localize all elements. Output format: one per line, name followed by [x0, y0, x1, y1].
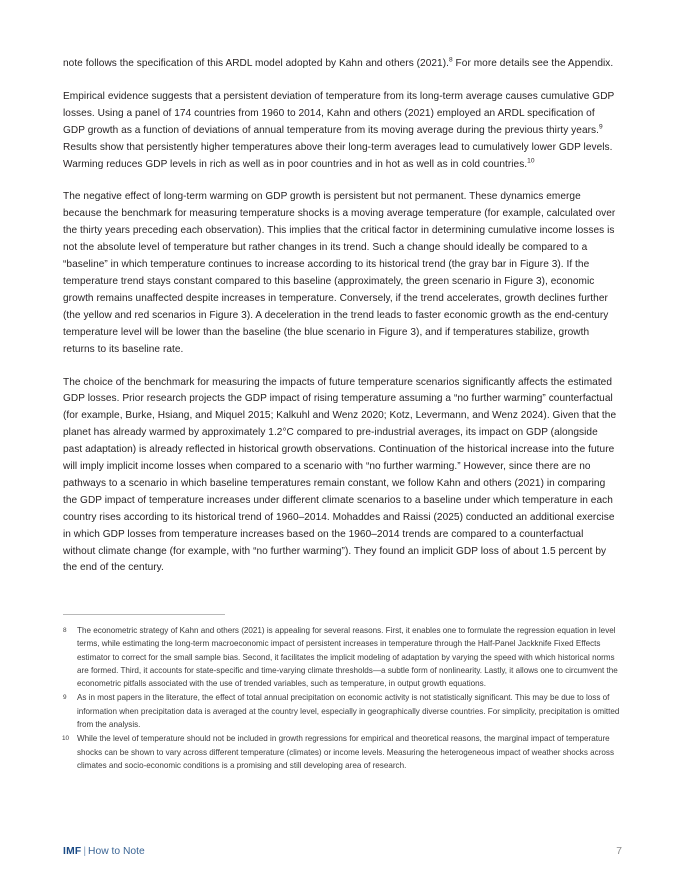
page-number: 7 [616, 846, 622, 857]
footnote-text: While the level of temperature should not be included in growth regressions for empirical and theoretical reasons, the marginal impact of temperature shocks can be shown to vary across different temperature (climates) or income levels. Measuring the heterogeneous impact of weather shocks across climates and socio-economic conditions is a promising and still developing area of research. [77, 734, 614, 770]
footnote-item [63, 732, 621, 772]
body-paragraph: The negative effect of long-term warming on GDP growth is persistent but not permanent. These dynamics emerge because the benchmark for measuring temperature shocks is a moving average temperature (for example, calculated over the thirty years preceding each observation). This implies that the critical factor in determining cumulative income losses is not the absolute level of temperature but rather changes in its trend. Such a change should ideally be compared to a “baseline” in which temperature continues to increase according to its historical trend (the gray bar in Figure 3). If the temperature trend stays constant compared to this baseline (approximately, the green scenario in Figure 3), economic growth remains unaffected despite increases in temperature. Conversely, if the trend accelerates, growth declines further (the yellow and red scenarios in Figure 3). A deceleration in the trend leads to faster economic growth as the end-century temperature level will be lower than the baseline (the blue scenario in Figure 3), and if temperatures stabilize, growth returns to its baseline rate. [63, 191, 616, 355]
footnote-separator-rule [63, 614, 225, 615]
footnote-marker[interactable]: 10 [527, 157, 535, 165]
body-paragraph: Empirical evidence suggests that a persistent deviation of temperature from its long-term average causes cumulative GDP losses. Using a panel of 174 countries from 1960 to 2014, Kahn and others (2021) employed an ARDL specification of GDP growth as a function of deviations of annual temperature from its moving average during the previous thirty years.$^9$ Results show that persistently higher temperatures above their long-term averages lead to cumulatively lower GDP levels. Warming reduces GDP levels in rich as well as in poor countries and in hot as well as in cold countries.$^{10}$ [63, 90, 615, 170]
footnote-marker[interactable]: 9 [598, 123, 603, 131]
footer-separator: | [83, 846, 87, 857]
footer-branding [63, 845, 145, 858]
footer-series-label: How to Note [88, 846, 145, 857]
body-paragraph: note follows the specification of this ARDL model adopted by Kahn and others (2021).$^8$ For more details see the Appendix. [63, 56, 614, 69]
footnote-area [63, 614, 621, 773]
footnote-marker[interactable]: 8 [448, 56, 453, 64]
footnote-item [63, 624, 621, 690]
footnote-number: 10 [62, 735, 70, 743]
footnote-number: 8 [63, 627, 67, 634]
body-paragraph: The choice of the benchmark for measuring the impacts of future temperature scenarios significantly affects the estimated GDP losses. Prior research projects the GDP impact of rising temperature assuming a “no further warming” counterfactual (for example, Burke, Hsiang, and Miquel 2015; Kalkuhl and Wenz 2020; Kotz, Levermann, and Wenz 2024). Given that the planet has already warmed by approximately 1.2°C compared to pre-industrial averages, its impact on GDP (alongside past adaptation) is already reflected in historical growth observations. Continuation of the historical increase into the future will imply implicit income losses when compared to a scenario with “no further warming.” However, since there are no pathways to a scenario in which baseline temperatures remain constant, we follow Kahn and others (2021) in comparing the GDP impact of temperature increases under different climate scenarios to a baseline under which temperature in each country rises according to its historical trend of 1960–2014. Mohaddes and Raissi (2025) conducted an additional exercise in which GDP losses from temperature increases based on the 1960–2014 trends are compared to a counterfactual without climate change (for example, with “no further warming”). They found an implicit GDP loss of about 1.5 percent by the end of the century. [63, 376, 617, 574]
body-content [63, 56, 618, 577]
imf-logo-text: IMF [63, 846, 82, 857]
footnote-item [63, 691, 621, 731]
footnote-text: As in most papers in the literature, the effect of total annual precipitation on economic activity is not statistically significant. This may be due to loss of information when precipitation data is averaged at the country level, especially in geographically diverse countries. For simplicity, precipitation is omitted from the analysis. [77, 693, 620, 730]
page-footer [63, 845, 622, 858]
footnote-text: The econometric strategy of Kahn and others (2021) is appealing for several reasons. First, it enables one to formulate the regression equation in level terms, while estimating the long-term macroeconomic impact of persistent increases in temperature through the Half-Panel Jackknife Fixed Effects estimator to correct for the small sample bias. Second, it facilitates the implicit modeling of adaptation by varying the speed with which historical norms are formed. Third, it accounts for state-specific and time-varying climate thresholds—a subtle form of nonlinearity. Lastly, it allows one to circumvent the econometric pitfalls associated with the use of trended variables, such as temperature, in output growth equations. [77, 626, 618, 689]
footnote-number: 9 [63, 694, 67, 702]
